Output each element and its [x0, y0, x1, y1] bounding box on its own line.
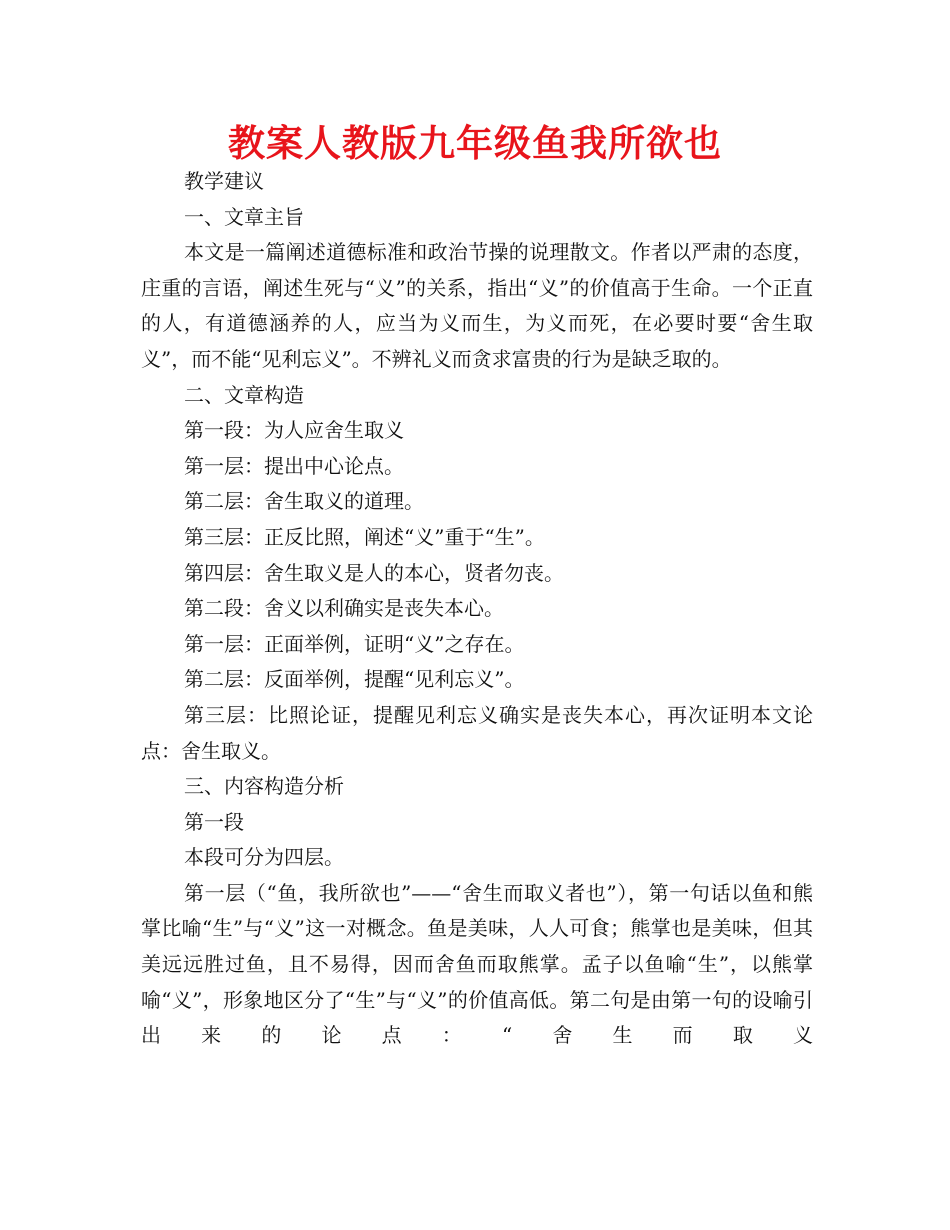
paragraph-theme-body: 本文是一篇阐述道德标准和政治节操的说理散文。作者以严肃的态度，庄重的言语，阐述生死与“义”的关系，指出“义”的价值高于生命。一个正直的人，有道德涵养的人，应当为义而生，为义而死，在必要时要“舍生取义”，而不能“见利忘义”。不辨礼义而贪求富贵的行为是缺乏取的。: [141, 240, 813, 371]
structure-layer-1-3: 第三层：正反比照，阐述“义”重于“生”。: [184, 524, 545, 549]
structure-layer-1-2: 第二层：舍生取义的道理。: [184, 489, 424, 514]
paragraph-teaching-suggestions: 教学建议: [184, 169, 264, 193]
document-title: 教案人教版九年级鱼我所欲也: [228, 122, 722, 165]
heading-article-theme: 一、文章主旨: [184, 204, 304, 229]
heading-article-structure: 二、文章构造: [184, 382, 304, 407]
structure-section-2: 第二段：舍义以利确实是丧失本心。: [184, 596, 504, 621]
structure-layer-1-1: 第一层：提出中心论点。: [184, 453, 404, 478]
analysis-section-1: 第一段: [184, 809, 244, 834]
structure-layer-2-1: 第一层：正面举例，证明“义”之存在。: [184, 631, 525, 656]
structure-layer-2-3: 第三层：比照论证，提醒见利忘义确实是丧失本心，再次证明本文论点：舍生取义。: [141, 702, 813, 763]
analysis-layer-1-body: 第一层（“鱼，我所欲也”——“舍生而取义者也”），第一句话以鱼和熊掌比喻“生”与“义”这一对概念。鱼是美味，人人可食；熊掌也是美味，但其美远远胜过鱼，且不易得，因而舍鱼而取熊掌。孟子以鱼喻“生”，以熊掌喻“义”，形象地区分了“生”与“义”的价值高低。第二句是由第一句的设喻引出来的论点：“舍生而取义: [141, 880, 813, 1048]
structure-layer-2-2: 第二层：反面举例，提醒“见利忘义”。: [184, 667, 525, 692]
analysis-layers-note: 本段可分为四层。: [184, 845, 344, 870]
structure-section-1: 第一段：为人应舍生取义: [184, 418, 404, 443]
document-body: [141, 164, 813, 1054]
structure-layer-1-4: 第四层：舍生取义是人的本心，贤者勿丧。: [184, 560, 564, 585]
heading-content-analysis: 三、内容构造分析: [184, 774, 344, 799]
